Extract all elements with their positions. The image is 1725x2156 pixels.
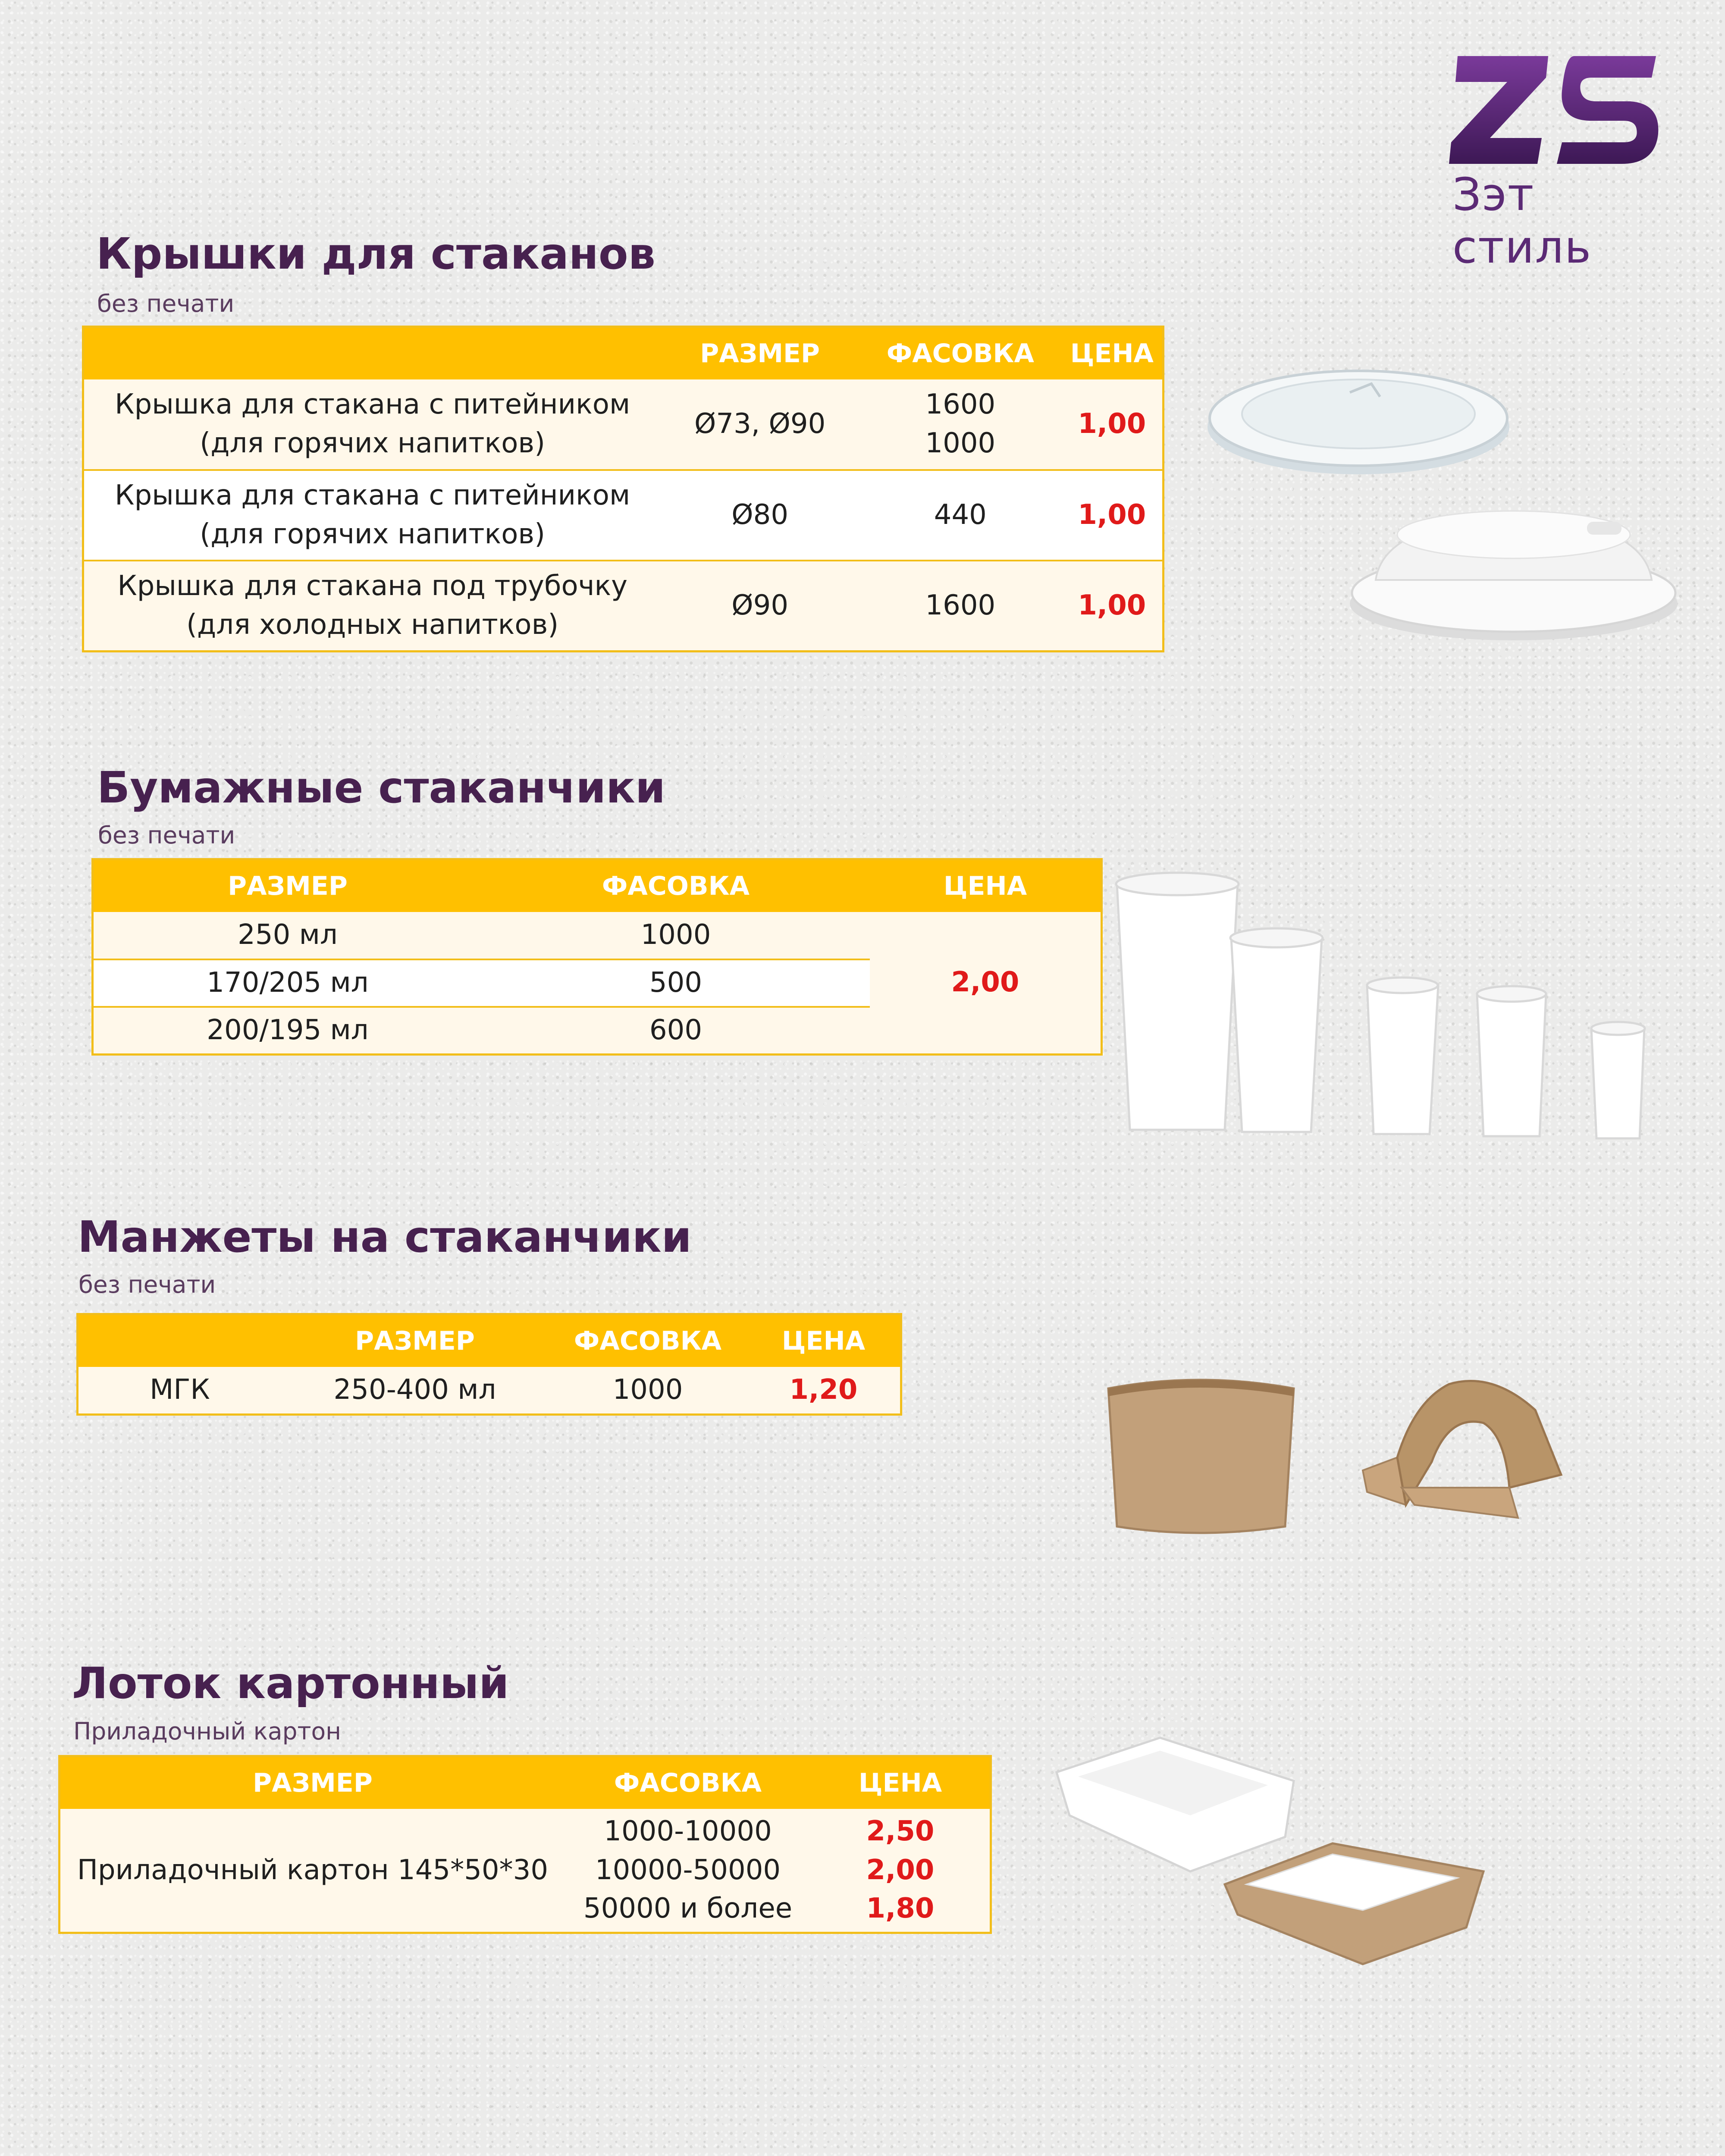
- table-row: [93, 912, 1102, 959]
- sleeve-price: 1,20: [789, 1373, 858, 1406]
- logo-text: Зэт стиль: [1452, 168, 1592, 273]
- trays-title: Лоток картонный: [72, 1658, 509, 1708]
- col-pack: ФАСОВКА: [549, 1314, 747, 1367]
- product-price: 1,00: [1062, 561, 1164, 651]
- table-row: [83, 379, 1164, 470]
- sleeves-table: [76, 1313, 902, 1416]
- cups-table: [91, 858, 1103, 1056]
- sleeves-title: Манжеты на стаканчики: [78, 1212, 692, 1262]
- col-pack: ФАСОВКА: [482, 859, 870, 912]
- dome-lid-image: [1346, 487, 1682, 642]
- cup-size: 200/195 мл: [93, 1007, 482, 1054]
- col-price: ЦЕНА: [811, 1756, 991, 1809]
- cup-pack: 600: [482, 1007, 870, 1054]
- sleeves-subtitle: без печати: [78, 1271, 216, 1298]
- product-size: Ø90: [661, 561, 859, 651]
- table-row: [83, 561, 1164, 651]
- cardboard-trays-image: [1052, 1729, 1591, 1971]
- tray-prices: 2,50 2,00 1,80: [866, 1815, 935, 1925]
- product-name: Крышка для стакана с питейником (для горячих напитков): [115, 389, 630, 459]
- product-name: Крышка для стакана под трубочку (для холодных напитков): [83, 561, 661, 651]
- col-pack: ФАСОВКА: [859, 327, 1062, 380]
- product-size: Ø73, Ø90: [694, 408, 826, 440]
- table-header: [60, 1756, 991, 1809]
- lids-table: [82, 326, 1164, 652]
- table-row: [78, 1367, 901, 1414]
- sleeve-material: МГК: [150, 1373, 210, 1406]
- col-price: ЦЕНА: [1062, 327, 1164, 380]
- table-header: [93, 859, 1102, 912]
- table-header: [78, 1314, 901, 1367]
- trays-subtitle: Приладочный картон: [73, 1717, 342, 1745]
- product-pack: 1600 1000: [925, 389, 996, 459]
- sleeve-size: 250-400 мл: [333, 1373, 496, 1406]
- table-row: [60, 1809, 991, 1933]
- col-size: РАЗМЕР: [93, 859, 482, 912]
- col-pack: ФАСОВКА: [565, 1756, 811, 1809]
- cup-pack: 1000: [640, 919, 711, 951]
- lids-title: Крышки для стаканов: [96, 229, 656, 279]
- cup-price: 2,00: [951, 966, 1019, 998]
- product-price: 1,00: [1078, 408, 1146, 440]
- sleeve-pack: 1000: [612, 1373, 683, 1406]
- paper-cups-image: [1113, 867, 1686, 1143]
- trays-table: [58, 1755, 992, 1934]
- col-size: РАЗМЕР: [661, 327, 859, 380]
- col-material: [78, 1314, 282, 1367]
- col-price: ЦЕНА: [747, 1314, 901, 1367]
- tray-packs: 1000-10000 10000-50000 50000 и более: [583, 1815, 793, 1925]
- cup-size: 250 мл: [238, 919, 338, 951]
- product-name: Крышка для стакана с питейником (для горячих напитков): [83, 470, 661, 561]
- cup-sleeves-image: [1104, 1376, 1630, 1565]
- col-name: [83, 327, 661, 380]
- col-size: РАЗМЕР: [60, 1756, 565, 1809]
- cup-size: 170/205 мл: [93, 959, 482, 1007]
- cups-title: Бумажные стаканчики: [97, 762, 666, 813]
- product-pack: 1600: [859, 561, 1062, 651]
- col-size: РАЗМЕР: [281, 1314, 549, 1367]
- table-row: [83, 470, 1164, 561]
- tray-size: Приладочный картон 145*50*30: [77, 1854, 549, 1886]
- product-price: 1,00: [1062, 470, 1164, 561]
- cup-pack: 500: [482, 959, 870, 1007]
- col-price: ЦЕНА: [870, 859, 1102, 912]
- table-header: [83, 327, 1164, 380]
- product-size: Ø80: [661, 470, 859, 561]
- zs-logo: [1449, 52, 1665, 168]
- flat-lid-image: [1199, 354, 1518, 483]
- product-pack: 440: [859, 470, 1062, 561]
- lids-subtitle: без печати: [97, 290, 235, 317]
- cups-subtitle: без печати: [98, 821, 235, 849]
